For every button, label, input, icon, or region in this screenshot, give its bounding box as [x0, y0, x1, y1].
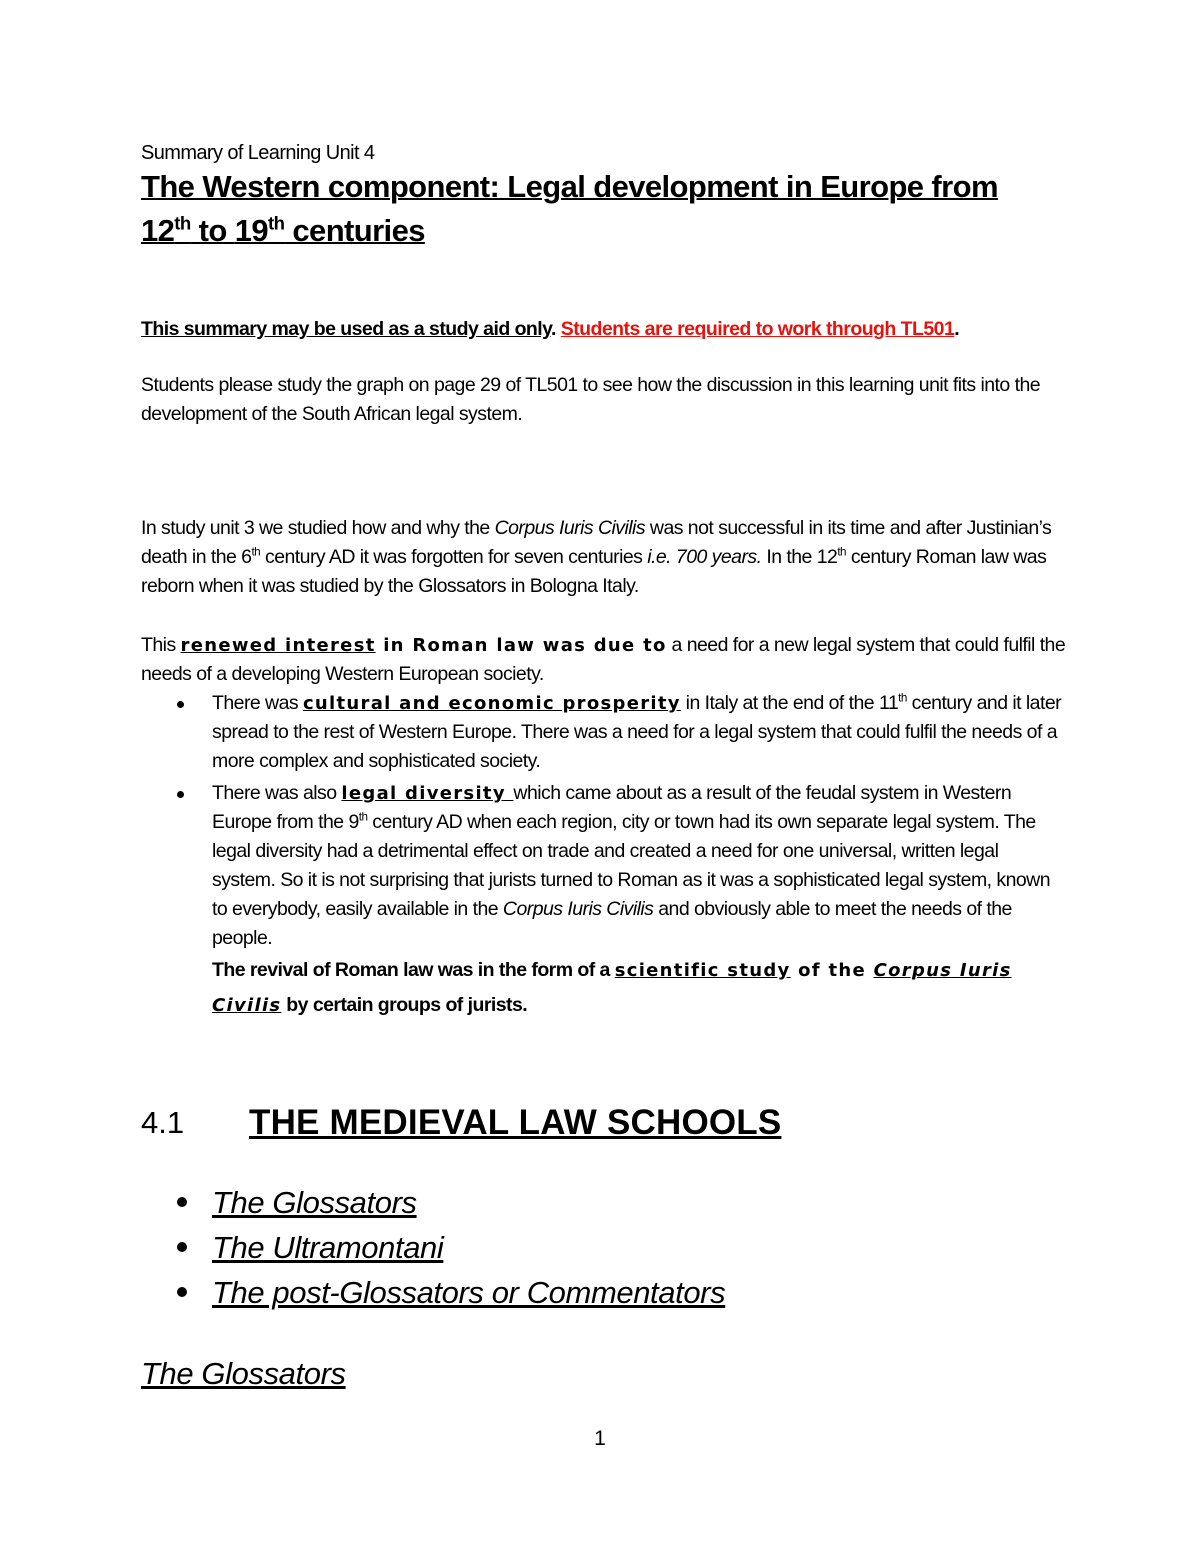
intro-paragraph: In study unit 3 we studied how and why the Corpus Iuris Civilis was not successful in its time and after Justinian’s death in the 6th century AD it was forgotten for seven centuries i.e. 700 years. In the 12th century Roman law was reborn when it was studied by the Glossators in Bologna Italy. [141, 517, 1052, 597]
reasons-list [141, 689, 1066, 1023]
document-page [141, 140, 1066, 1023]
list-item: There was also legal diversity which came about as a result of the feudal system in Western Europe from the 9th century AD when each region, city or town had its own separate legal system. The legal diversity had a detrimental effect on trade and created a need for one universal, written legal system. So it is not surprising that jurists turned to Roman as it was a sophisticated legal system, known to everybody, easily available in the Corpus Iuris Civilis and obviously able to meet the needs of the people. The revival of Roman law was in the form of a scientific study of the Corpus Iuris Civilis by certain groups of jurists. [212, 779, 1066, 1023]
list-item: There was cultural and economic prosperity in Italy at the end of the 11th century and it later spread to the rest of Western Europe. There was a need for a legal system that could fulfil the needs of a more complex and sophisticated society. [212, 689, 1066, 776]
study-aid-notice: This summary may be used as a study aid only. Students are required to work through TL501. [141, 318, 960, 340]
subsection-heading: The Glossators [141, 1356, 346, 1391]
document-title: The Western component: Legal development in Europe from 12th to 19th centuries [141, 169, 998, 248]
renewed-interest-paragraph: This renewed interest in Roman law was due to a need for a new legal system that could fulfil the needs of a developing Western European society. [141, 634, 1066, 685]
list-item: The post-Glossators or Commentators [212, 1270, 725, 1315]
section-number: 4.1 [141, 1105, 185, 1140]
section-heading [141, 1103, 781, 1143]
list-item: The Glossators [212, 1180, 725, 1225]
graph-note: Students please study the graph on page 29 of TL501 to see how the discussion in this learning unit fits into the development of the South African legal system. [141, 374, 1041, 425]
document-subtitle: Summary of Learning Unit 4 [141, 142, 375, 164]
list-item: The Ultramontani [212, 1225, 725, 1270]
page-number: 1 [594, 1427, 606, 1450]
law-schools-list [141, 1180, 725, 1315]
section-title: THE MEDIEVAL LAW SCHOOLS [249, 1103, 782, 1142]
